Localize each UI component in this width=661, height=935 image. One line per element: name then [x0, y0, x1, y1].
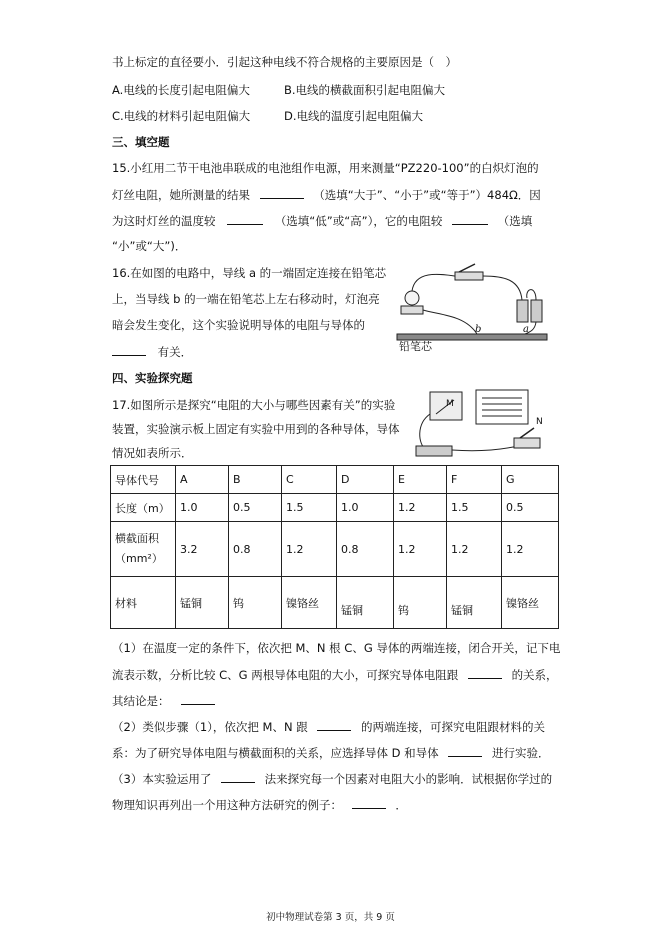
table-header-cell: 横截面积（mm²） [111, 522, 176, 577]
step-text: ． [395, 798, 407, 812]
option-c: C.电线的材料引起电阻偏大 [112, 109, 251, 123]
table-cell: C [282, 466, 337, 494]
table-cell: 钨 [229, 577, 282, 629]
answer-blank[interactable] [260, 186, 304, 199]
table-cell: D [337, 466, 394, 494]
q15-text: （选填“大于”、“小于”或“等于”）484Ω．因 [313, 188, 541, 202]
answer-blank[interactable] [112, 343, 146, 356]
switch-icon [455, 272, 483, 280]
table-cell: 1.0 [337, 494, 394, 522]
answer-blank[interactable] [468, 666, 502, 679]
lamp-base-icon [401, 306, 423, 314]
wire-a-label: a [523, 324, 529, 335]
step3-line1 [112, 770, 552, 787]
answer-blank[interactable] [221, 770, 255, 783]
table-cell: 锰铜 [447, 577, 502, 629]
q16-text: 有关． [157, 345, 193, 359]
step-text: 其结论是： [112, 694, 170, 708]
q17-line2: 装置，实验演示板上固定有实验中用到的各种导体，导体 [112, 422, 400, 436]
step1-line2 [112, 666, 558, 683]
q15-line1: 15.小红用二节干电池串联成的电池组作电源，用来测量“PZ220-100”的白炽灯泡的 [112, 161, 539, 175]
table-cell: 1.2 [394, 522, 447, 577]
q16-line1: 16.在如图的电路中，导线 a 的一端固定连接在铅笔芯 [112, 266, 387, 280]
q17-line3: 情况如表所示． [112, 446, 193, 460]
conductor-table [110, 465, 559, 629]
q16-line2: 上，当导线 b 的一端在铅笔芯上左右移动时，灯泡亮 [112, 292, 380, 306]
section-title-experiment: 四、实验探究题 [112, 371, 193, 385]
demo-board-icon [476, 390, 528, 424]
step-text: （3）本实验运用了 [112, 772, 212, 786]
q15-text: 为这时灯丝的温度较 [112, 214, 216, 228]
table-header-cell: 长度（m） [111, 494, 176, 522]
table-cell: 1.2 [282, 522, 337, 577]
table-header-cell: 导体代号 [111, 466, 176, 494]
step-text: 流表示数，分析比较 C、G 两根导体电阻的大小，可探究导体电阻跟 [112, 668, 459, 682]
answer-blank[interactable] [227, 212, 263, 225]
table-cell: A [176, 466, 229, 494]
table-cell: 锰铜 [176, 577, 229, 629]
q15-text: 灯丝电阻，她所测量的结果 [112, 188, 250, 202]
step1-line3 [112, 692, 215, 709]
q15-text: （选填 [497, 214, 533, 228]
option-d: D.电线的温度引起电阻偏大 [284, 109, 424, 123]
table-cell: 1.0 [176, 494, 229, 522]
table-cell: 1.2 [502, 522, 559, 577]
answer-blank[interactable] [448, 744, 482, 757]
table-cell: F [447, 466, 502, 494]
bulb-icon [405, 291, 419, 305]
step2-line2 [112, 744, 549, 761]
table-cell: 镍铬丝 [282, 577, 337, 629]
table-cell: 1.5 [447, 494, 502, 522]
step-text: 进行实验． [491, 746, 550, 760]
table-cell: 1.5 [282, 494, 337, 522]
table-cell: 0.8 [229, 522, 282, 577]
wire-b-label: b [475, 324, 482, 335]
switch-icon [514, 438, 540, 448]
terminal-m-label: M [446, 399, 454, 409]
table-cell: 0.5 [502, 494, 559, 522]
table-cell: 锰铜 [337, 577, 394, 629]
experiment-board-figure [410, 384, 550, 464]
battery-icon [517, 300, 528, 322]
page-footer: 初中物理试卷第 3 页，共 9 页 [266, 912, 395, 923]
answer-blank[interactable] [181, 692, 215, 705]
table-cell: 3.2 [176, 522, 229, 577]
step-text: 系：为了研究导体电阻与横截面积的关系，应选择导体 D 和导体 [112, 746, 439, 760]
step-text: 的两端连接，可探究电阻跟材料的关 [361, 720, 546, 734]
answer-blank[interactable] [317, 718, 351, 731]
step1-line1: （1）在温度一定的条件下，依次把 M、N 根 C、G 导体的两端连接，闭合开关，记下电 [112, 641, 561, 655]
table-row [111, 522, 559, 577]
q17-line1: 17.如图所示是探究“电阻的大小与哪些因素有关”的实验 [112, 398, 396, 412]
terminal-n-label: N [536, 417, 543, 427]
table-cell: 镍铬丝 [502, 577, 559, 629]
answer-blank[interactable] [352, 796, 386, 809]
q15-line2 [112, 186, 541, 203]
table-cell: 0.5 [229, 494, 282, 522]
battery-box-icon [416, 446, 452, 456]
q16-line3: 暗会发生变化，这个实验说明导体的电阻与导体的 [112, 318, 365, 332]
table-cell: G [502, 466, 559, 494]
q15-line3 [112, 212, 532, 229]
q16-line4 [112, 343, 192, 360]
table-cell: 1.2 [447, 522, 502, 577]
table-row [111, 577, 559, 629]
step-text: 物理知识再列出一个用这种方法研究的例子： [112, 798, 342, 812]
table-header-cell: 材料 [111, 577, 176, 629]
table-cell: 0.8 [337, 522, 394, 577]
q15-line4: “小”或“大”)． [112, 239, 187, 253]
option-b: B.电线的横截面积引起电阻偏大 [284, 83, 446, 97]
table-cell: 钨 [394, 577, 447, 629]
q15-text: （选填“低”或“高”），它的电阻较 [274, 214, 443, 228]
pencil-lead-label: 铅笔芯 [399, 340, 432, 352]
step-text: 的关系， [511, 668, 558, 682]
answer-blank[interactable] [452, 212, 488, 225]
table-cell: E [394, 466, 447, 494]
step-text: 法来探究每一个因素对电阻大小的影响．试根据你学过的 [264, 772, 553, 786]
step3-line2 [112, 796, 407, 813]
step2-line1 [112, 718, 545, 735]
battery-icon [531, 300, 542, 322]
q14-tail: 书上标定的直径要小．引起这种电线不符合规格的主要原因是（ ） [112, 55, 457, 69]
table-row [111, 466, 559, 494]
table-row [111, 494, 559, 522]
step-text: （2）类似步骤（1），依次把 M、N 跟 [112, 720, 308, 734]
pencil-circuit-figure [395, 260, 550, 352]
section-title-fill-in: 三、填空题 [112, 135, 170, 149]
table-cell: 1.2 [394, 494, 447, 522]
table-cell: B [229, 466, 282, 494]
option-a: A.电线的长度引起电阻偏大 [112, 83, 250, 97]
